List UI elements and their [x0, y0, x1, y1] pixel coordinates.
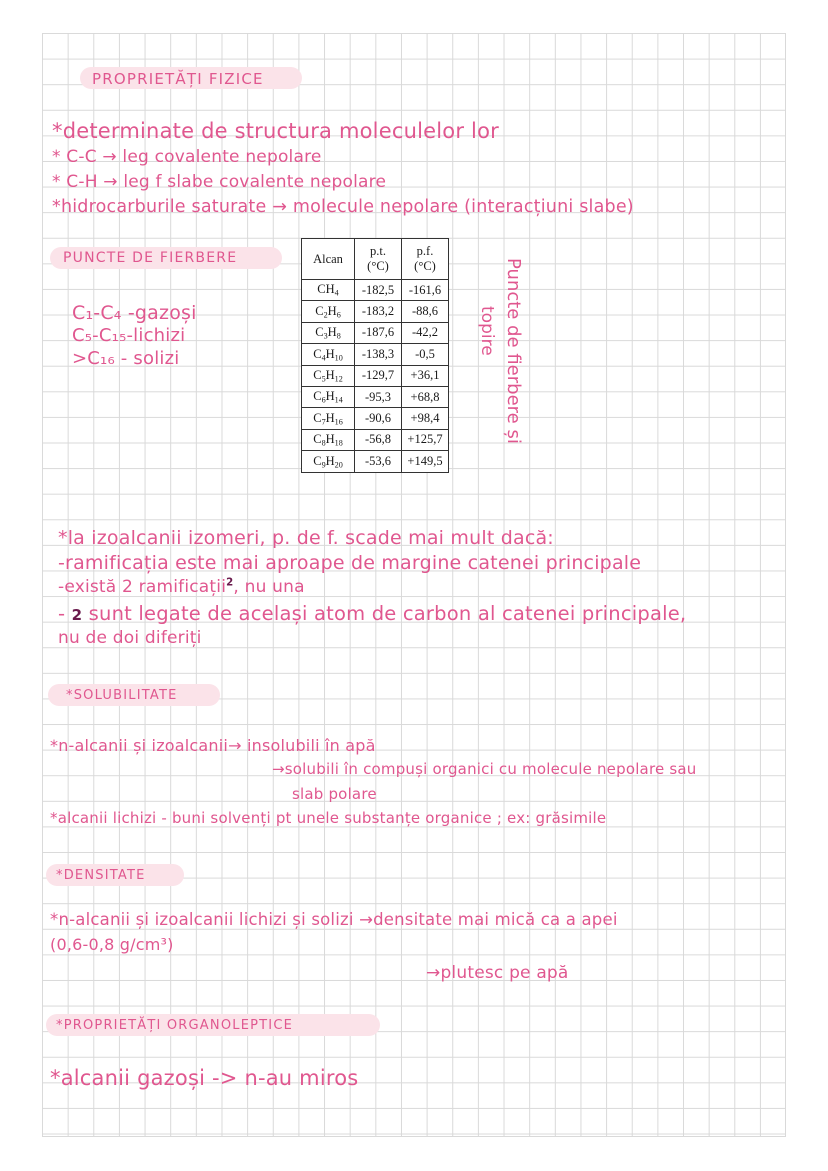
alcan-cell: $C_6H_{14}$: [302, 386, 355, 407]
table-row: [302, 322, 449, 343]
pf-cell: +149,5: [402, 451, 449, 472]
pt-cell: -138,3: [355, 344, 402, 365]
pt-cell: -56,8: [355, 429, 402, 450]
table-row: [302, 280, 449, 301]
pf-cell: -88,6: [402, 301, 449, 322]
heading-densitate: *DENSITATE: [56, 868, 146, 883]
alcan-cell: $C_8H_{18}$: [302, 429, 355, 450]
solubility-line-1: *n-alcanii și izoalcanii→ insolubili în apă: [50, 736, 376, 755]
alcan-cell: $C_9H_{20}$: [302, 451, 355, 472]
pf-cell: -42,2: [402, 322, 449, 343]
pt-cell: -95,3: [355, 386, 402, 407]
heading-organoleptice: *PROPRIETĂȚI ORGANOLEPTICE: [56, 1018, 294, 1033]
pf-cell: +36,1: [402, 365, 449, 386]
table-row: [302, 386, 449, 407]
isoalkanes-line-3: -există 2 ramificații$^2$, nu una: [58, 577, 305, 597]
alcan-cell: $C_5H_{12}$: [302, 365, 355, 386]
table-row: [302, 365, 449, 386]
pf-cell: -161,6: [402, 280, 449, 301]
table-row: [302, 429, 449, 450]
pt-cell: -182,5: [355, 280, 402, 301]
solubility-line-4: *alcanii lichizi - buni solvenți pt unele substanțe organice ; ex: grăsimile: [50, 809, 607, 827]
superscript-2: 2: [226, 577, 234, 589]
alcan-cell: $C_4H_{10}$: [302, 344, 355, 365]
alkane-table: [301, 238, 449, 473]
heading-solubilitate: *SOLUBILITATE: [66, 688, 178, 703]
alcan-cell: $C_7H_{16}$: [302, 408, 355, 429]
pf-cell: +98,4: [402, 408, 449, 429]
heading-puncte-fierbere: PUNCTE DE FIERBERE: [63, 250, 238, 266]
isoalkanes-line-5: nu de doi diferiți: [58, 628, 202, 648]
density-line-3: →plutesc pe apă: [426, 963, 569, 983]
pt-cell: -129,7: [355, 365, 402, 386]
density-line-1: *n-alcanii și izoalcanii lichizi și solizi →densitate mai mică ca a apei: [50, 910, 618, 929]
state-liquid: C₅-C₁₅-lichizi: [72, 325, 186, 346]
pf-cell: +125,7: [402, 429, 449, 450]
intro-line-3: * C-H → leg f slabe covalente nepolare: [52, 172, 387, 192]
table-header-pt: p.t. (°C): [355, 239, 402, 280]
table-header-alcan: Alcan: [302, 239, 355, 280]
pt-cell: -53,6: [355, 451, 402, 472]
pf-cell: -0,5: [402, 344, 449, 365]
pt-cell: -183,2: [355, 301, 402, 322]
pt-cell: -187,6: [355, 322, 402, 343]
number-2: 2: [71, 606, 83, 624]
solubility-line-3: slab polare: [292, 785, 377, 803]
table-header-pf: p.f. (°C): [402, 239, 449, 280]
intro-line-1: *determinate de structura moleculelor lor: [52, 119, 499, 143]
alcan-cell: $C_3H_8$: [302, 322, 355, 343]
isoalkanes-line-1: *la izoalcanii izomeri, p. de f. scade mai mult dacă:: [58, 527, 554, 549]
heading-proprietati-fizice: PROPRIETĂȚI FIZICE: [92, 70, 264, 88]
alcan-cell: $C_2H_6$: [302, 301, 355, 322]
solubility-line-2: →solubili în compuși organici cu molecule nepolare sau: [272, 760, 697, 778]
alcan-cell: $CH_4$: [302, 280, 355, 301]
pf-cell: +68,8: [402, 386, 449, 407]
organoleptic-line-1: *alcanii gazoși -> n-au miros: [50, 1066, 359, 1090]
pt-cell: -90,6: [355, 408, 402, 429]
isoalkanes-line-2: -ramificația este mai aproape de margine catenei principale: [58, 552, 642, 574]
state-gas: C₁-C₄ -gazoși: [72, 302, 197, 324]
isoalkanes-line-4: - 2 sunt legate de același atom de carbon al catenei principale,: [58, 602, 687, 625]
intro-line-4: *hidrocarburile saturate → molecule nepolare (interacțiuni slabe): [52, 197, 634, 217]
table-row: [302, 408, 449, 429]
table-row: [302, 301, 449, 322]
state-solid: >C₁₆ - solizi: [72, 348, 180, 369]
intro-line-2: * C-C → leg covalente nepolare: [52, 147, 322, 167]
table-row: [302, 344, 449, 365]
side-note-line-2: topire: [477, 306, 497, 356]
density-line-2: (0,6-0,8 g/cm³): [50, 935, 174, 954]
side-note-line-1: Puncte de fierbere și: [503, 258, 524, 444]
table-row: [302, 451, 449, 472]
